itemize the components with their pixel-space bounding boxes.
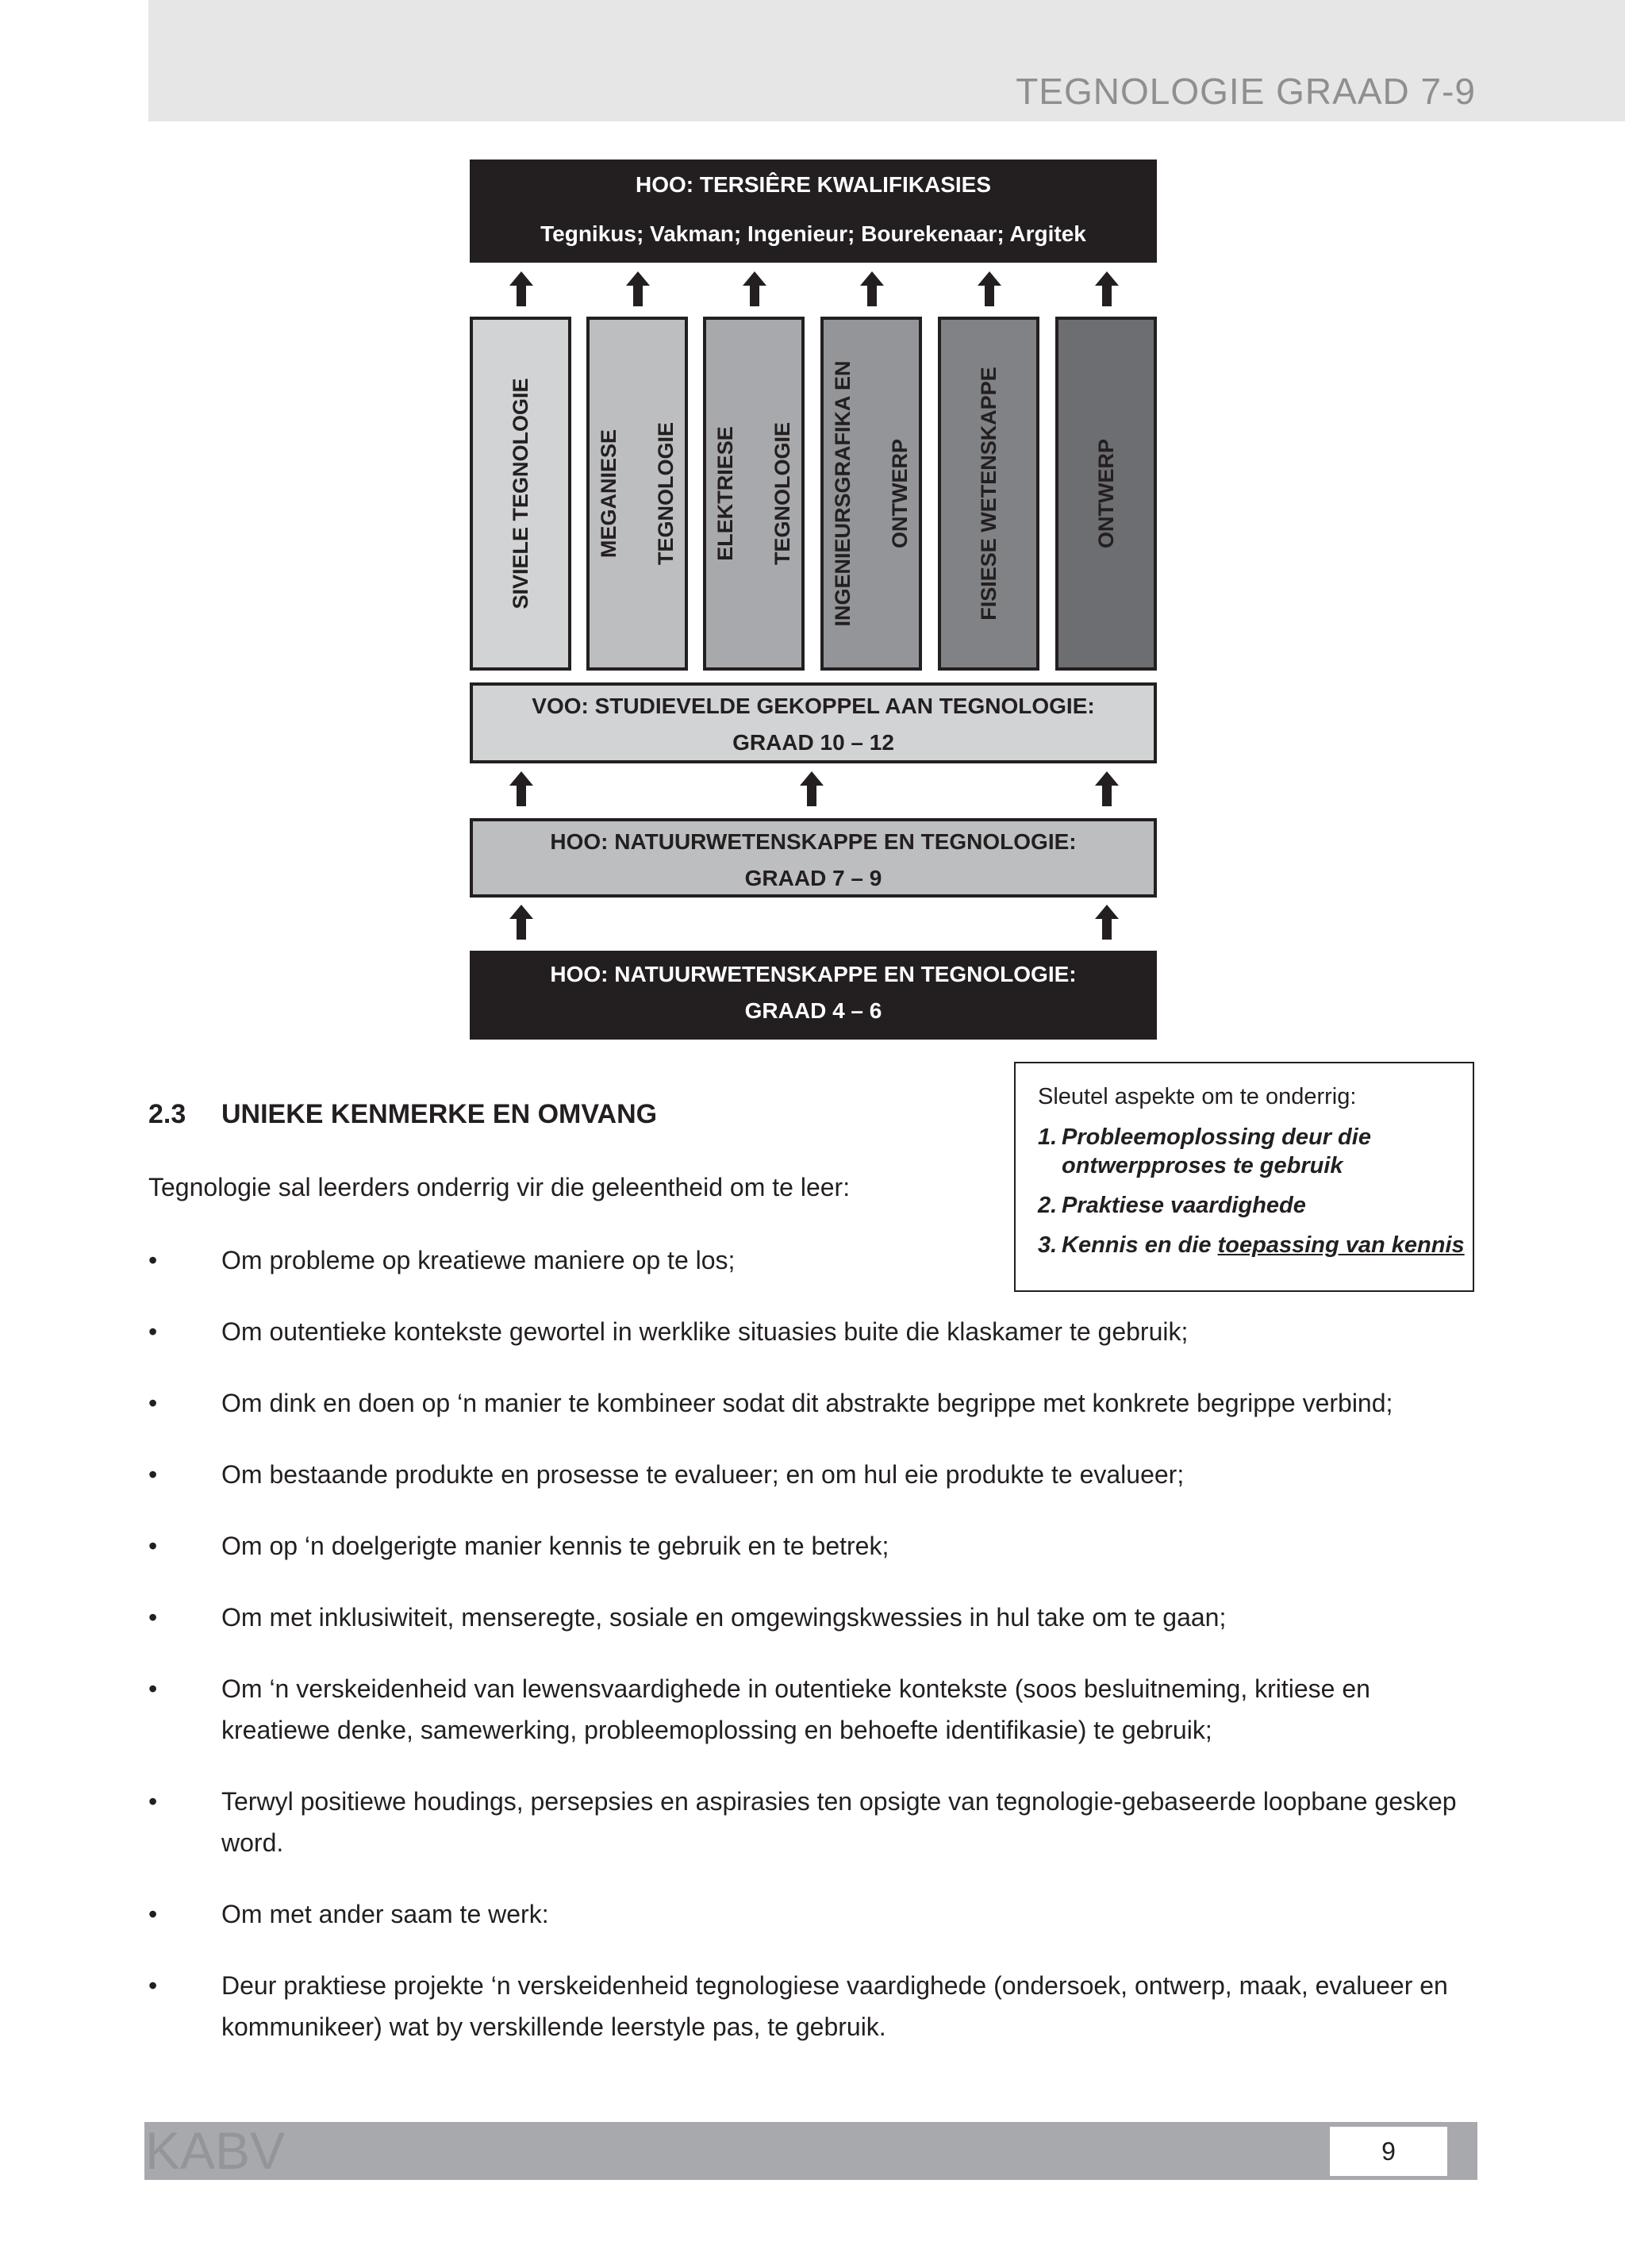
bullet-symbol: • xyxy=(148,1532,158,1560)
subject-column-label xyxy=(960,367,1017,621)
subject-column-label xyxy=(586,422,688,565)
voo-grade: GRAAD 10 – 12 xyxy=(732,730,894,755)
subject-column-label-line: INGENIEURSGRAFIKA EN xyxy=(831,360,855,627)
bullet-symbol: • xyxy=(148,1674,158,1703)
up-arrow-icon xyxy=(626,271,650,306)
up-arrow-icon xyxy=(800,771,824,806)
subject-column xyxy=(938,317,1039,671)
key-aspect-number: 3. xyxy=(1038,1232,1058,1258)
bullet-text: Deur praktiese projekte ‘n verskeidenheid tegnologiese vaardighede (ondersoek, ontwerp, maak, evalueer en kommunikeer) wat by verskillende leerstyle pas, te gebruik. xyxy=(221,1971,1448,2041)
bullet-symbol: • xyxy=(148,1603,158,1632)
up-arrow-icon xyxy=(1095,271,1119,306)
key-aspect-text-plain: Kennis en die xyxy=(1062,1232,1218,1258)
up-arrow-icon xyxy=(509,271,533,306)
key-aspect-number: 1. xyxy=(1038,1124,1058,1150)
bullet-symbol: • xyxy=(148,1389,158,1417)
hoo-7-9-title: HOO: NATUURWETENSKAPPE EN TEGNOLOGIE: xyxy=(550,829,1077,854)
subject-column xyxy=(586,317,688,671)
up-arrow-icon xyxy=(978,271,1001,306)
subject-column xyxy=(1055,317,1157,671)
tertiary-title: HOO: TERSIÊRE KWALIFIKASIES xyxy=(635,172,992,197)
tertiary-qualifications-box xyxy=(470,160,1157,263)
bullet-text: Om probleme op kreatiewe maniere op te los; xyxy=(221,1246,736,1274)
bullet-text: Om dink en doen op ‘n manier te kombineer sodat dit abstrakte begrippe met konkrete begrippe verbind; xyxy=(221,1389,1393,1417)
up-arrow-icon xyxy=(509,905,533,940)
bullet-symbol: • xyxy=(148,1246,158,1274)
section-intro: Tegnologie sal leerders onderrig vir die geleentheid om te leer: xyxy=(148,1173,851,1201)
subject-column-label-line: ELEKTRIESE xyxy=(713,426,737,561)
section-heading xyxy=(148,1099,657,1130)
bullet-list xyxy=(148,1240,1481,2078)
bullet-item xyxy=(148,1240,1015,1281)
hoo-4-6-title: HOO: NATUURWETENSKAPPE EN TEGNOLOGIE: xyxy=(550,962,1077,986)
section-number: 2.3 xyxy=(148,1099,186,1129)
voo-grade-10-12-box xyxy=(470,682,1157,763)
up-arrow-icon xyxy=(860,271,884,306)
key-aspect-text-underlined: toepassing van kennis xyxy=(1217,1232,1465,1258)
subject-column-label-line: MEGANIESE xyxy=(597,429,620,559)
bullet-symbol: • xyxy=(148,1317,158,1346)
footer-band xyxy=(144,2122,1477,2180)
up-arrow-icon xyxy=(509,771,533,806)
bullet-item xyxy=(148,1965,1481,2047)
up-arrow-icon xyxy=(1095,905,1119,940)
bullet-item xyxy=(148,1382,1481,1424)
hoo-7-9-grade: GRAAD 7 – 9 xyxy=(744,866,882,890)
subject-column-label-line: ONTWERP xyxy=(888,439,912,548)
bullet-item xyxy=(148,1893,1481,1935)
section-title: UNIEKE KENMERKE EN OMVANG xyxy=(221,1099,658,1129)
bullet-item xyxy=(148,1311,1481,1352)
key-aspect-text: Probleemoplossing deur die ontwerpproses te gebruik xyxy=(1062,1124,1371,1178)
subject-column xyxy=(470,317,571,671)
bullet-text: Om met inklusiwiteit, menseregte, sosiale en omgewingskwessies in hul take om te gaan; xyxy=(221,1603,1227,1632)
bullet-item xyxy=(148,1525,1481,1566)
footer-label: KABV xyxy=(145,2121,286,2180)
up-arrow-icon xyxy=(743,271,766,306)
bullet-item xyxy=(148,1597,1481,1638)
bullet-text: Terwyl positiewe houdings, persepsies en aspirasies ten opsigte van tegnologie-gebaseerde loopbane geskep word. xyxy=(221,1787,1457,1857)
bullet-item xyxy=(148,1668,1481,1751)
hoo-4-6-grade: GRAAD 4 – 6 xyxy=(744,998,882,1023)
subject-column-label xyxy=(492,378,549,609)
key-aspect-text: Praktiese vaardighede xyxy=(1062,1193,1306,1218)
subject-column-label-line: TEGNOLOGIE xyxy=(770,421,794,566)
subject-column-label-line: TEGNOLOGIE xyxy=(654,421,678,566)
key-aspect-item xyxy=(1038,1123,1473,1180)
up-arrow-icon xyxy=(1095,771,1119,806)
subject-column-label xyxy=(1078,439,1135,548)
bullet-text: Om ‘n verskeidenheid van lewensvaardighede in outentieke kontekste (soos besluitneming, kritiese en kreatiewe denke, samewerking, probleemoplossing en behoefte identifikasie) te gebruik; xyxy=(221,1674,1370,1744)
bullet-symbol: • xyxy=(148,1900,158,1928)
key-aspect-number: 2. xyxy=(1038,1193,1058,1218)
subject-column-label-line: ONTWERP xyxy=(1094,439,1118,548)
hoo-grade-4-6-box xyxy=(470,951,1157,1040)
subject-column-label-line: SIVIELE TEGNOLOGIE xyxy=(509,378,532,609)
tertiary-careers: Tegnikus; Vakman; Ingenieur; Bourekenaar; Argitek xyxy=(540,221,1086,246)
bullet-item xyxy=(148,1781,1481,1863)
hoo-grade-7-9-box xyxy=(470,818,1157,898)
subject-column-label xyxy=(703,422,805,565)
page-header-title: TEGNOLOGIE GRAAD 7-9 xyxy=(1016,71,1476,112)
subject-column-label-line: FISIESE WETENSKAPPE xyxy=(977,367,1001,621)
subject-column xyxy=(820,317,922,671)
voo-title: VOO: STUDIEVELDE GEKOPPEL AAN TEGNOLOGIE: xyxy=(532,694,1095,718)
subject-column-label xyxy=(820,360,922,626)
bullet-symbol: • xyxy=(148,1971,158,2000)
bullet-item xyxy=(148,1454,1481,1495)
bullet-symbol: • xyxy=(148,1460,158,1489)
bullet-text: Om outentieke kontekste gewortel in werklike situasies buite die klaskamer te gebruik; xyxy=(221,1317,1189,1346)
key-aspects-title: Sleutel aspekte om te onderrig: xyxy=(1038,1084,1357,1109)
key-aspect-item xyxy=(1038,1191,1473,1220)
bullet-text: Om op ‘n doelgerigte manier kennis te gebruik en te betrek; xyxy=(221,1532,889,1560)
bullet-text: Om bestaande produkte en prosesse te evalueer; en om hul eie produkte te evalueer; xyxy=(221,1460,1185,1489)
bullet-text: Om met ander saam te werk: xyxy=(221,1900,549,1928)
page-number: 9 xyxy=(1330,2127,1447,2176)
subject-column xyxy=(703,317,805,671)
bullet-symbol: • xyxy=(148,1787,158,1816)
